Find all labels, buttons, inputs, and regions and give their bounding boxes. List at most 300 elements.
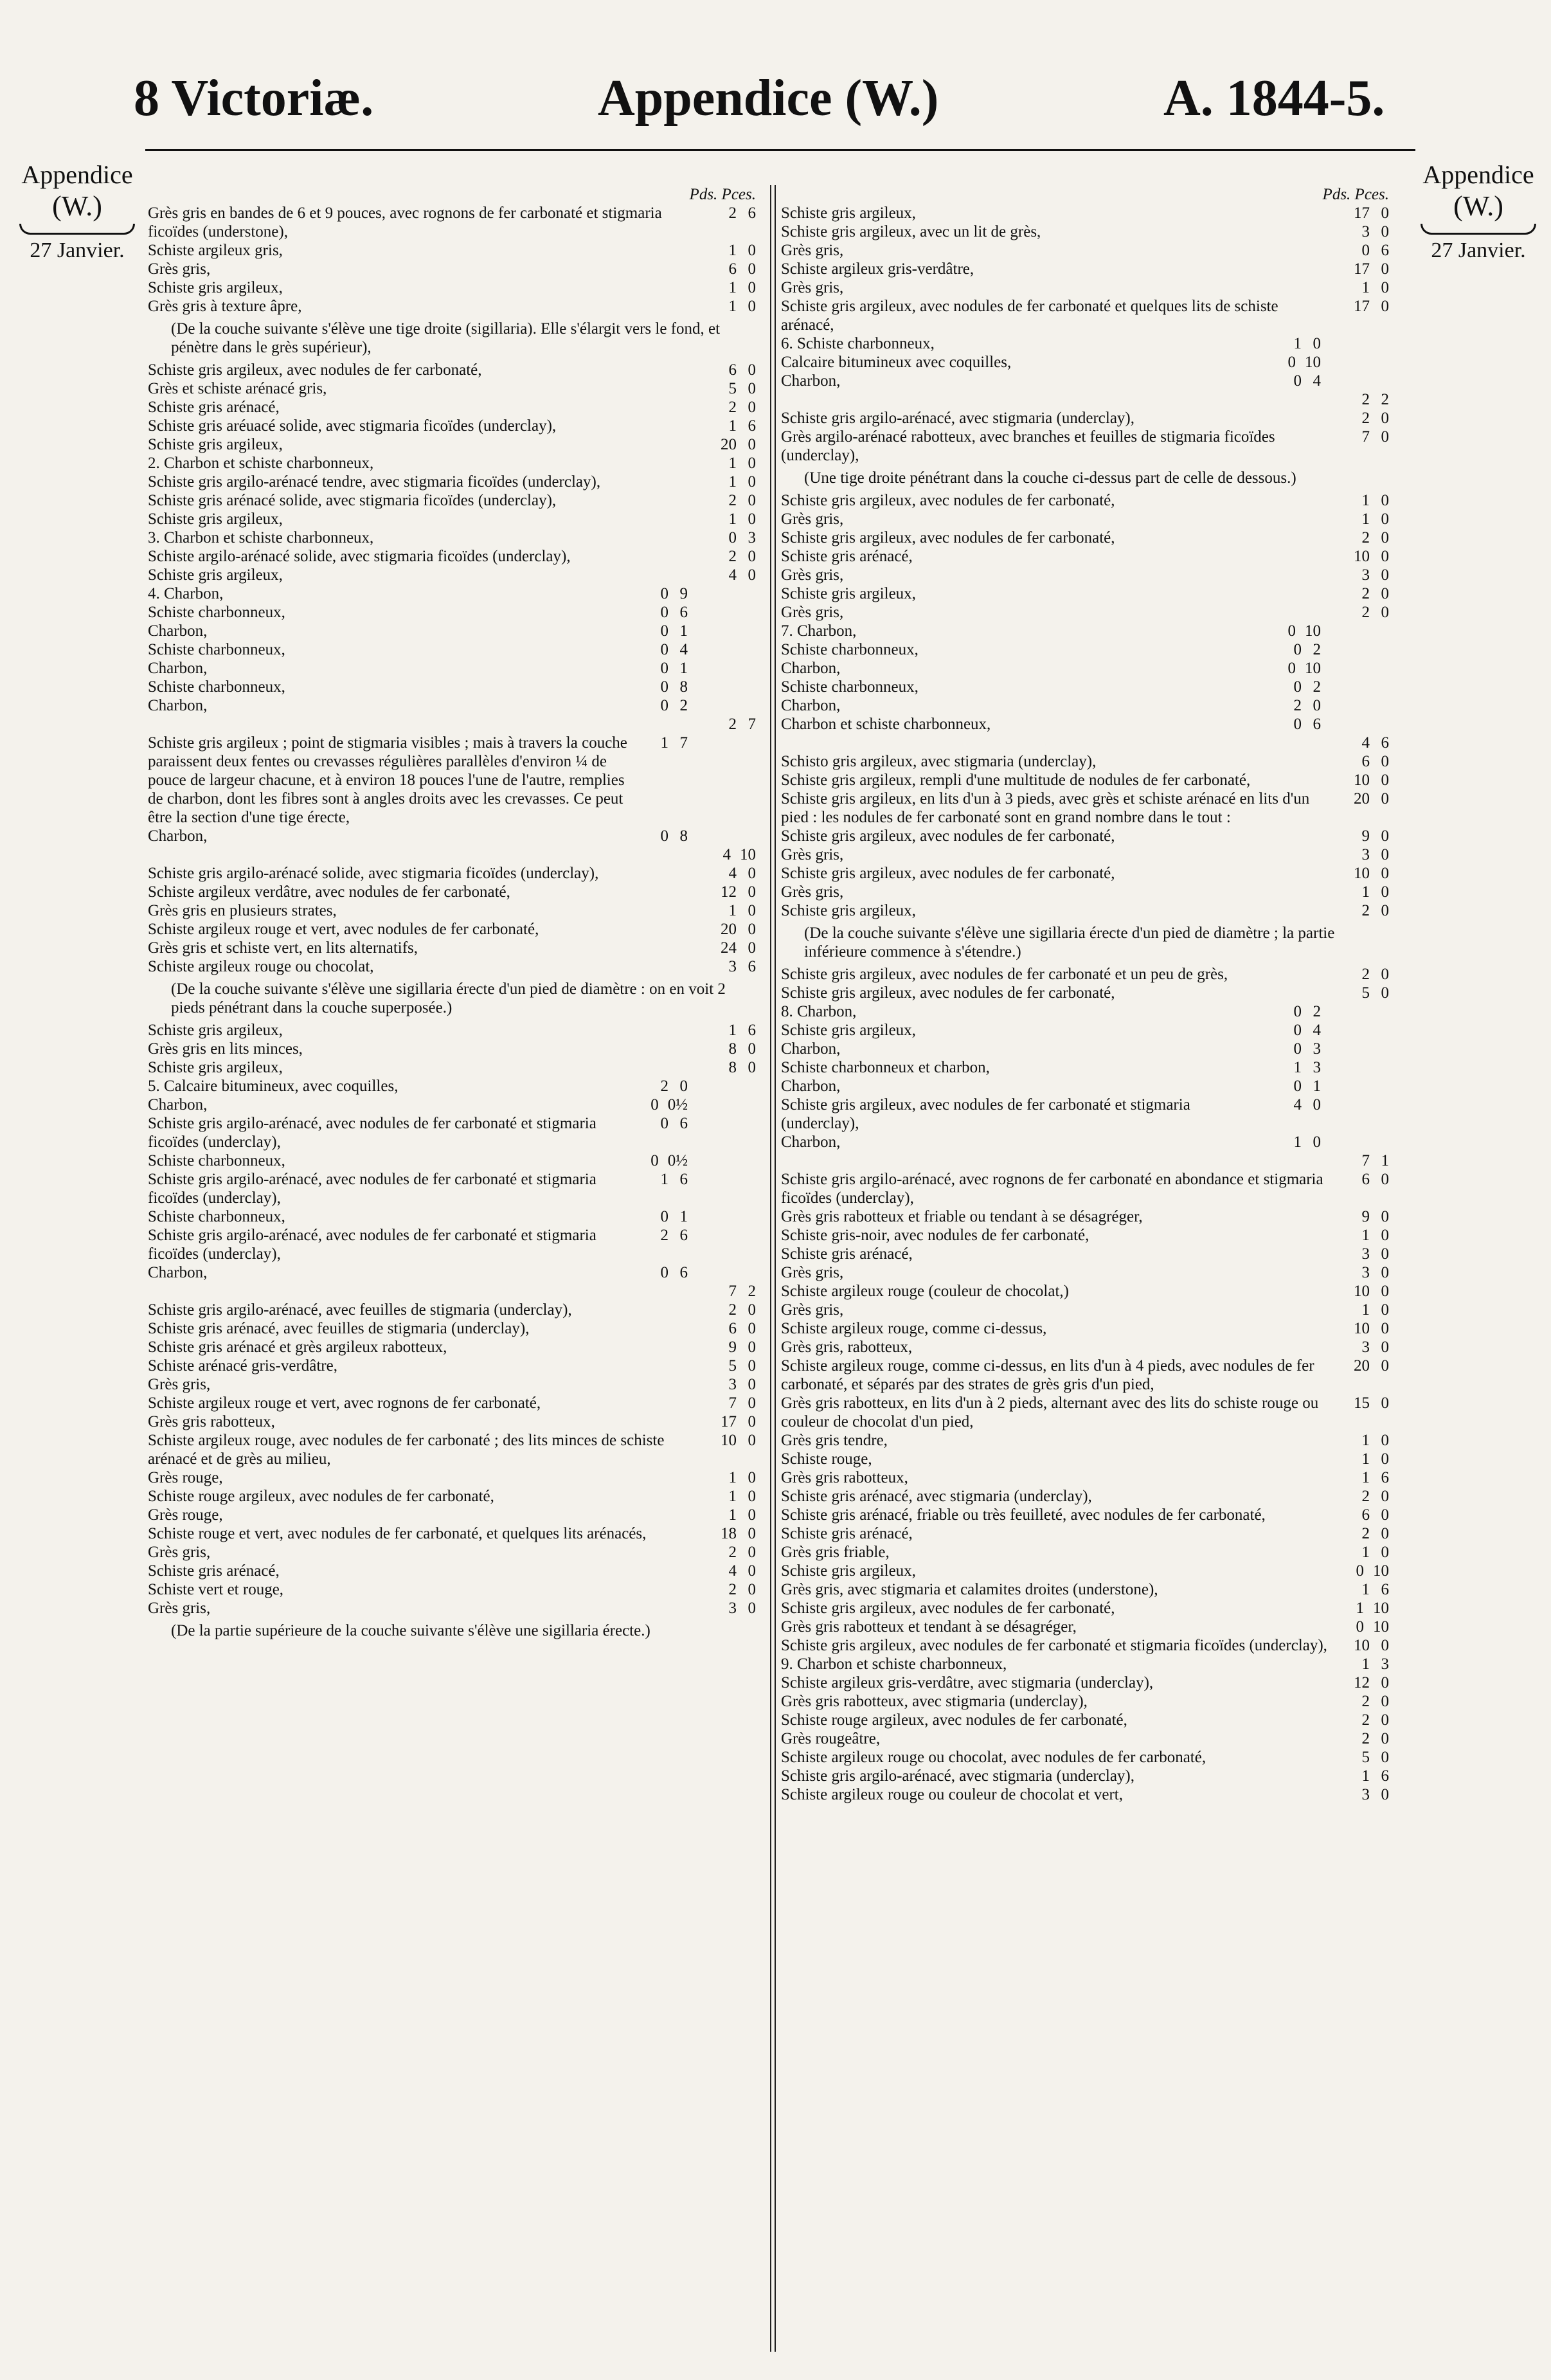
stratum-note: (Une tige droite pénétrant dans la couche ci-dessus part de celle de dessous.) [804,469,1296,487]
stratum-row [781,428,1392,465]
stratum-row [781,1095,1392,1133]
thickness-inches: 1 [679,622,688,640]
margin-note-right [1414,159,1543,263]
stratum-row [148,883,758,901]
thickness-inches: 10 [1305,660,1321,677]
stratum-row [781,409,1392,428]
thickness-feet: 7 [728,1283,737,1300]
stratum-row [781,696,1392,715]
thickness-feet: 2 [1361,410,1370,427]
thickness-feet: 15 [1354,1394,1370,1412]
thickness-feet: 20 [721,436,737,453]
thickness-inches: 6 [679,1115,688,1132]
thickness-feet: 4 [722,846,731,863]
thickness-feet: 0 [1287,660,1296,677]
stratum-label: Schiste charbonneux, [148,604,285,621]
stratum-label: Charbon, [148,697,208,714]
stratum-label: Schiste gris argilo-arénacé, avec nodules de fer carbonaté et stigmaria ficoïdes (underclay), [148,1227,596,1263]
thickness-feet: 1 [1361,1767,1370,1785]
stratum-row [148,278,758,297]
thickness-inches: 0 [748,1394,756,1412]
stratum-row [148,241,758,260]
thickness-inches: 0½ [667,1096,688,1113]
thickness-inches: 0 [1381,790,1389,807]
page-header [0,69,1551,147]
thickness-inches: 0 [748,1301,756,1319]
stratum-note: (De la couche suivante s'élève une sigillaria érecte d'un pied de diamètre ; la partie inférieure commence à s'étendre.) [804,924,1335,960]
stratum-label: 9. Charbon et schiste charbonneux, [781,1655,1007,1673]
stratum-row [781,640,1392,659]
stratum-label: Grès gris, [781,242,844,259]
thickness-inches: 0 [748,242,756,259]
stratum-label: Schiste rouge argileux, avec nodules de fer carbonaté, [148,1488,494,1505]
stratum-row [781,1077,1392,1095]
margin-appendice: Appendice [21,160,133,189]
thickness-inches: 7 [748,716,756,733]
stratum-label: Schiste gris argileux, avec nodules de fer carbonaté, [781,1600,1115,1617]
thickness-feet: 0 [1293,1040,1302,1058]
stratum-row [781,864,1392,883]
thickness-feet: 2 [1361,1711,1370,1729]
thickness-feet: 2 [1361,1730,1370,1747]
thickness-inches: 0 [748,380,756,397]
thickness-inches: 0 [748,492,756,509]
thickness-feet: 1 [728,1506,737,1524]
thickness-feet: 7 [1361,1152,1370,1169]
stratum-row [148,566,758,584]
thickness-inches: 0 [748,1562,756,1580]
stratum-label: Schiste argileux rouge, comme ci-dessus, en lits d'un à 4 pieds, avec nodules de fer carbonaté, et séparés par des strates de grès gris d'un pied, [781,1357,1314,1393]
stratum-label: Schiste charbonneux, [148,678,285,696]
stratum-label: Grès rouge, [148,1469,223,1486]
stratum-row [148,297,758,316]
thickness-feet: 2 [1361,529,1370,546]
stratum-row [148,510,758,528]
stratum-row [781,1767,1392,1785]
stratum-row [781,1431,1392,1450]
stratum-label: Grès gris en lits minces, [148,1040,303,1058]
thickness-feet: 20 [1354,1357,1370,1375]
stratum-row [781,1170,1392,1207]
stratum-label: Grès gris, rabotteux, [781,1339,913,1356]
thickness-feet: 3 [1361,1339,1370,1356]
stratum-label: Schiste gris argileux, [148,510,283,528]
thickness-feet: 6 [728,260,737,278]
stratum-label: Schiste charbonneux et charbon, [781,1059,990,1076]
thickness-inches: 0 [1381,966,1389,983]
thickness-feet: 1 [728,279,737,296]
thickness-inches: 0 [1381,298,1389,315]
thickness-feet: 10 [1354,771,1370,789]
margin-note-left [13,159,141,263]
thickness-feet: 2 [1361,1488,1370,1505]
margin-date: 27 Janvier. [30,239,125,262]
thickness-feet: 2 [1293,697,1302,714]
thickness-inches: 6 [748,204,756,222]
stratum-row [781,1506,1392,1524]
stratum-label: Calcaire bitumineux avec coquilles, [781,354,1012,371]
stratum-row [781,1487,1392,1506]
stratum-row [148,827,758,845]
stratum-row [781,566,1392,584]
thickness-inches: 2 [748,1283,756,1300]
stratum-row [148,659,758,678]
stratum-label: Schiste argileux verdâtre, avec nodules de fer carbonaté, [148,883,510,901]
stratum-row [148,1207,758,1226]
thickness-feet: 2 [1361,604,1370,621]
thickness-feet: 1 [1293,1059,1302,1076]
thickness-inches: 10 [1373,1562,1389,1580]
stratum-row [148,1506,758,1524]
thickness-feet: 9 [728,1339,737,1356]
stratum-label: Schiste gris argilo-arénacé solide, avec stigmaria ficoïdes (underclay), [148,865,599,882]
stratum-label: Grès gris, avec stigmaria et calamites droites (understone), [781,1581,1158,1598]
thickness-inches: 0 [748,361,756,379]
thickness-feet: 0 [660,1208,668,1225]
thickness-inches: 0 [1381,1786,1389,1803]
stratum-label: Grès gris en plusieurs strates, [148,902,337,919]
thickness-feet: 2 [728,399,737,416]
stratum-note: (De la couche suivante s'élève une tige droite (sigillaria). Elle s'élargit vers le fond, et pénètre dans le grès supérieur), [171,320,721,356]
stratum-row [148,1021,758,1040]
stratum-row [148,435,758,454]
stratum-row [781,1338,1392,1357]
stratum-label: Charbon, [781,1077,841,1095]
stratum-label: Schiste charbonneux, [781,641,919,658]
thickness-feet: 5 [728,1357,737,1375]
stratum-label: Charbon, [781,660,841,677]
thickness-feet: 0 [1361,242,1370,259]
stratum-row [148,734,758,827]
stratum-row [781,390,1392,409]
header-rule [145,149,1415,151]
thickness-feet: 24 [721,939,737,957]
stratum-row [781,1058,1392,1077]
thickness-inches: 0 [1381,1544,1389,1561]
stratum-label: Schiste argileux rouge et vert, avec nodules de fer carbonaté, [148,921,539,938]
stratum-label: Charbon, [781,372,841,390]
thickness-inches: 4 [679,641,688,658]
stratum-label: Grès gris, [148,1376,211,1393]
thickness-inches: 0 [748,1506,756,1524]
stratum-label: Schiste gris arénacé, avec stigmaria (underclay), [781,1488,1092,1505]
stratum-label: Schiste rouge argileux, avec nodules de fer carbonaté, [781,1711,1127,1729]
stratum-row [781,1357,1392,1394]
thickness-inches: 0 [748,1413,756,1430]
thickness-inches: 1 [1313,1077,1321,1095]
thickness-inches: 0 [748,1432,756,1449]
left-column [148,185,758,1644]
stratum-label: Schiste vert et rouge, [148,1581,284,1598]
stratum-label: Schiste gris argileux, [781,902,916,919]
thickness-inches: 2 [1381,391,1389,408]
stratum-label: Schiste gris argileux, avec nodules de fer carbonaté, [781,492,1115,509]
stratum-row [148,603,758,622]
stratum-row [148,920,758,939]
stratum-row [781,1618,1392,1636]
thickness-feet: 3 [728,1600,737,1617]
stratum-row [781,1394,1392,1431]
stratum-label: Schiste gris arénacé, [781,1525,913,1542]
column-divider [770,185,771,2352]
thickness-inches: 0 [1381,753,1389,770]
right-column [781,185,1392,1804]
thickness-inches: 0 [1381,566,1389,584]
thickness-inches: 9 [679,585,688,602]
stratum-row [781,547,1392,566]
thickness-feet: 12 [1354,1674,1370,1691]
thickness-feet: 5 [1361,984,1370,1002]
stratum-label: Schiste argileux rouge, avec nodules de fer carbonaté ; des lits minces de schiste arénacé et de grès au milieu, [148,1432,665,1468]
thickness-feet: 2 [1361,902,1370,919]
thickness-feet: 6 [728,361,737,379]
stratum-row [148,1487,758,1506]
stratum-label: Schiste gris argilo-arénacé, avec stigmaria (underclay), [781,1767,1134,1785]
thickness-feet: 0 [1287,354,1296,371]
stratum-label: Grès gris en bandes de 6 et 9 pouces, avec rognons de fer carbonaté et stigmaria ficoïdes (understone), [148,204,662,240]
stratum-label: Schiste gris arénacé solide, avec stigmaria ficoïdes (underclay), [148,492,557,509]
thickness-inches: 0 [1381,1711,1389,1729]
thickness-inches: 0 [1381,1245,1389,1263]
stratum-label: Schiste argileux rouge, comme ci-dessus, [781,1320,1047,1337]
thickness-inches: 3 [1381,1655,1389,1673]
stratum-row [148,1412,758,1431]
stratum-label: Grès gris, [781,1264,844,1281]
thickness-inches: 3 [1313,1059,1321,1076]
thickness-inches: 0 [679,1077,688,1095]
stratum-label: 5. Calcaire bitumineux, avec coquilles, [148,1077,399,1095]
stratum-label: Schiste gris argileux, avec un lit de grès, [781,223,1041,240]
thickness-feet: 3 [1361,1264,1370,1281]
thickness-feet: 2 [728,1301,737,1319]
thickness-inches: 0 [1381,585,1389,602]
thickness-inches: 0 [1381,1488,1389,1505]
thickness-inches: 0 [748,1376,756,1393]
stratum-row [781,1580,1392,1599]
thickness-feet: 1 [728,455,737,472]
thickness-feet: 5 [1361,1749,1370,1766]
stratum-label: Schiste gris argileux, [781,1022,916,1039]
thickness-inches: 0 [1381,1749,1389,1766]
stratum-label: Schiste argileux gris-verdâtre, [781,260,974,278]
thickness-feet: 1 [728,417,737,435]
thickness-feet: 2 [660,1227,668,1244]
stratum-label: Grès gris, [781,510,844,528]
thickness-feet: 6 [1361,1506,1370,1524]
thickness-inches: 4 [1313,372,1321,390]
thickness-feet: 0 [660,585,668,602]
stratum-label: Schiste gris argileux, en lits d'un à 3 pieds, avec grès et schiste arénacé en lits d'un pied : les nodules de fer carbonaté sont en grand nombre dans le tout : [781,790,1310,826]
thickness-inches: 0 [1381,204,1389,222]
stratum-row [148,1524,758,1543]
thickness-inches: 8 [679,827,688,845]
thickness-inches: 6 [1381,242,1389,259]
thickness-inches: 0 [1381,1450,1389,1468]
thickness-inches: 0 [1381,1301,1389,1319]
stratum-row [781,1599,1392,1618]
thickness-inches: 0 [748,298,756,315]
stratum-row [148,696,758,715]
thickness-inches: 0 [1381,1339,1389,1356]
stratum-row [781,1562,1392,1580]
thickness-inches: 0 [748,883,756,901]
stratum-row [148,1170,758,1207]
stratum-label: Schiste rouge et vert, avec nodules de fer carbonaté, et quelques lits arénacés, [148,1525,647,1542]
stratum-label: Schiste gris argileux, avec nodules de fer carbonaté et quelques lits de schiste arénacé, [781,298,1278,334]
thickness-feet: 1 [1361,279,1370,296]
thickness-feet: 2 [1361,1525,1370,1542]
stratum-label: Grès gris friable, [781,1544,890,1561]
stratum-row [148,1338,758,1357]
thickness-feet: 0 [1287,622,1296,640]
stratum-label: Charbon, [148,622,208,640]
stratum-row [781,901,1392,920]
stratum-row [148,957,758,976]
stratum-row [148,678,758,696]
stratum-label: Schiste gris argileux, avec nodules de fer carbonaté, [148,361,482,379]
thickness-inches: 0 [1381,604,1389,621]
column-header: Pds. Pces. [1322,186,1389,203]
thickness-feet: 9 [1361,1208,1370,1225]
stratum-label: Schiste argileux gris, [148,242,283,259]
stratum-label: Schiste gris aréuacé solide, avec stigmaria ficoïdes (underclay), [148,417,557,435]
stratum-row [781,771,1392,789]
thickness-feet: 6 [1361,753,1370,770]
stratum-label: Charbon et schiste charbonneux, [781,716,991,733]
stratum-row [781,622,1392,640]
stratum-label: Grès gris rabotteux, en lits d'un à 2 pieds, alternant avec des lits do schiste rouge ou couleur de chocolat d'un pied, [781,1394,1319,1430]
thickness-inches: 0 [748,473,756,491]
stratum-label: Schiste gris arénacé, avec feuilles de stigmaria (underclay), [148,1320,530,1337]
thickness-feet: 0 [1356,1618,1364,1636]
stratum-label: 3. Charbon et schiste charbonneux, [148,529,374,546]
stratum-row [148,1301,758,1319]
stratum-label: Schiste charbonneux, [148,1208,285,1225]
stratum-label: Schiste rouge, [781,1450,872,1468]
stratum-row [781,965,1392,984]
thickness-inches: 1 [679,1208,688,1225]
thickness-inches: 0 [1381,428,1389,446]
stratum-row [781,1655,1392,1673]
thickness-feet: 1 [1293,335,1302,352]
thickness-inches: 10 [1373,1600,1389,1617]
stratum-row [781,984,1392,1002]
stratum-row [781,678,1392,696]
thickness-feet: 1 [728,1488,737,1505]
stratum-label: Schiste gris argileux, [781,585,916,602]
stratum-row [781,1226,1392,1245]
thickness-inches: 0 [1381,260,1389,278]
stratum-label: Grès rouge, [148,1506,223,1524]
thickness-feet: 2 [1361,1693,1370,1710]
thickness-feet: 4 [728,566,737,584]
stratum-row [781,372,1392,390]
stratum-row [148,1058,758,1077]
thickness-inches: 0½ [667,1152,688,1169]
thickness-inches: 3 [748,529,756,546]
stratum-label: Schiste gris argileux, rempli d'une multitude de nodules de fer carbonaté, [781,771,1251,789]
stratum-row [781,222,1392,241]
thickness-inches: 0 [748,902,756,919]
stratum-row [781,603,1392,622]
stratum-label: Schiste gris argileux, [781,204,916,222]
thickness-inches: 6 [1381,1767,1389,1785]
thickness-feet: 6 [728,1320,737,1337]
stratum-row [781,1151,1392,1170]
stratum-row [148,1357,758,1375]
thickness-feet: 4 [728,865,737,882]
thickness-inches: 0 [1381,771,1389,789]
thickness-feet: 0 [660,641,668,658]
stratum-row [781,297,1392,334]
stratum-row [781,659,1392,678]
stratum-row [148,715,758,734]
stratum-row [781,241,1392,260]
stratum-row [148,204,758,241]
stratum-label: Charbon, [148,1096,208,1113]
thickness-feet: 1 [660,1171,668,1188]
margin-appendice: Appendice [1422,160,1534,189]
thickness-feet: 5 [728,380,737,397]
stratum-row [781,1636,1392,1655]
thickness-inches: 10 [1373,1618,1389,1636]
stratum-row [148,901,758,920]
thickness-feet: 3 [1361,223,1370,240]
stratum-label: Grès gris, [781,883,844,901]
stratum-row [148,1580,758,1599]
stratum-label: Schiste gris argileux, avec nodules de fer carbonaté et stigmaria ficoïdes (underclay), [781,1637,1327,1654]
thickness-feet: 2 [1361,391,1370,408]
stratum-row [148,845,758,864]
thickness-inches: 4 [1313,1022,1321,1039]
stratum-row [781,1711,1392,1729]
thickness-inches: 0 [1381,1208,1389,1225]
column-header: Pds. Pces. [689,186,756,203]
thickness-inches: 1 [1381,1152,1389,1169]
stratum-label: 2. Charbon et schiste charbonneux, [148,455,374,472]
thickness-inches: 0 [1381,548,1389,565]
thickness-inches: 0 [1381,492,1389,509]
stratum-row [781,334,1392,353]
stratum-label: Schisto gris argileux, avec stigmaria (underclay), [781,753,1097,770]
thickness-inches: 0 [748,1469,756,1486]
thickness-inches: 0 [1381,1432,1389,1449]
thickness-inches: 0 [748,921,756,938]
thickness-inches: 0 [1381,1730,1389,1747]
thickness-feet: 8 [728,1040,737,1058]
thickness-inches: 0 [748,1040,756,1058]
thickness-feet: 2 [728,1581,737,1598]
stratum-label: Grès gris rabotteux et friable ou tendant à se désagréger, [781,1208,1143,1225]
thickness-feet: 1 [728,902,737,919]
stratum-label: Schiste gris arénacé, [781,548,913,565]
stratum-row [148,1319,758,1338]
thickness-inches: 6 [1313,716,1321,733]
stratum-row [781,1729,1392,1748]
stratum-row [148,361,758,379]
stratum-label: Grès gris, [781,279,844,296]
thickness-feet: 10 [721,1432,737,1449]
stratum-row [148,1263,758,1282]
stratum-label: Schiste gris argileux, [781,1562,916,1580]
thickness-inches: 0 [748,1320,756,1337]
thickness-feet: 0 [660,604,668,621]
thickness-inches: 0 [1381,529,1389,546]
thickness-inches: 0 [748,436,756,453]
thickness-inches: 0 [1381,1674,1389,1691]
stratum-label: Grès gris, [148,260,211,278]
stratum-row [781,278,1392,297]
